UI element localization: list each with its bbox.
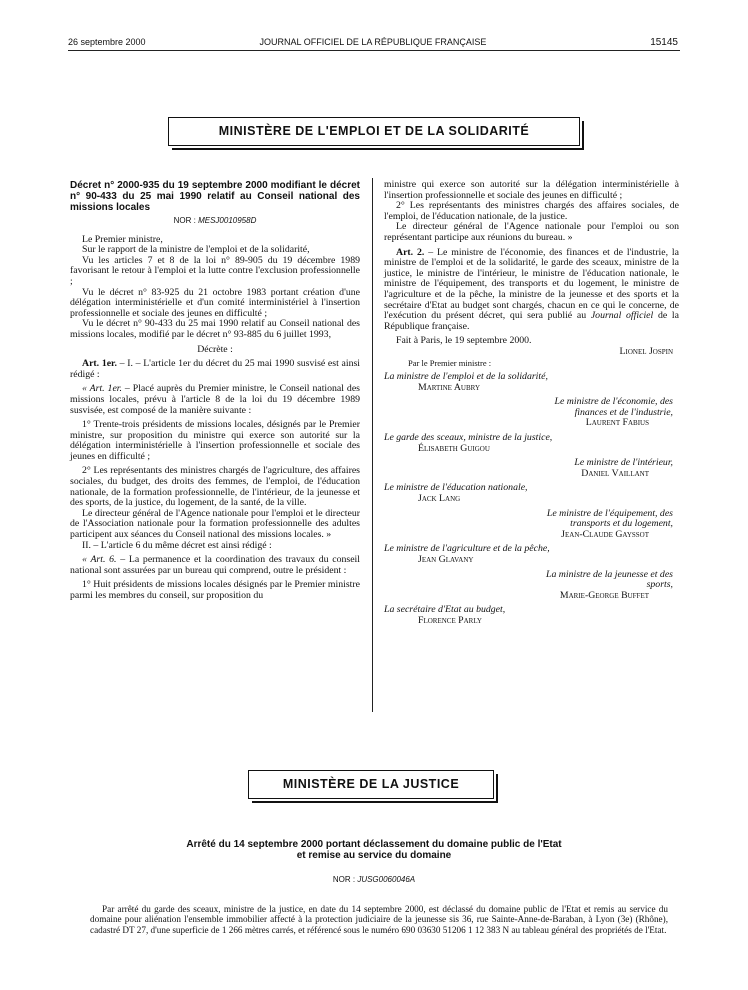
- signature-block: [384, 570, 679, 602]
- signature-block: [384, 544, 679, 565]
- signature-role: Le ministre de l'intérieur,: [574, 457, 673, 469]
- article-2-text: – Le ministre de l'économie, des finances et de l'industrie, la ministre de l'emploi et de la solidarité, le garde des sceaux, ministre de la justice, le ministre de l'intérieur, le ministre de l'éducation nationale, le ministre de l'équipement, des transports et du logement, le ministre de l'agriculture et de la pêche, la ministre de la jeunesse et des sports et la secrétaire d'Etat au budget sont chargés, chacun en ce qui le concerne, de l'exécution du présent décret, qui sera publié au: [384, 246, 679, 322]
- arrete-nor-label: NOR :: [332, 875, 356, 884]
- signature-name: Jack Lang: [418, 493, 461, 505]
- par-le-premier-ministre: Par le Premier ministre :: [408, 357, 492, 368]
- signature-role: Le ministre de l'éducation nationale,: [384, 482, 528, 494]
- article-1-item-1: 2° Les représentants des ministres chargés de l'agriculture, des affaires sociales, du budget, des droits des femmes, de l'emploi, de l'éducation nationale, de la formation professionnelle, de l'intérieur, de la jeunesse et des sports, de la justice, du logement, de la santé, de la ville.: [70, 465, 360, 509]
- decree-left-column: [70, 180, 360, 602]
- article-6-quote-label: « Art. 6.: [82, 554, 117, 566]
- arrete-nor: [100, 875, 648, 884]
- article-1-quote: [70, 384, 360, 416]
- signature-role: La secrétaire d'Etat au budget,: [384, 604, 506, 616]
- article-1: [70, 359, 360, 380]
- page-header: [68, 37, 678, 51]
- article-6-quote-text: – La permanence et la coordination des travaux du conseil national sont assurées par un bureau qui comprend, outre le président :: [70, 554, 360, 576]
- decree-visa-0: Le Premier ministre,: [82, 233, 163, 245]
- header-rule: [68, 50, 680, 51]
- article-1-item-3: II. – L'article 6 du même décret est ainsi rédigé :: [82, 539, 272, 551]
- arrete-title: [100, 839, 648, 861]
- right-para-2: Le directeur général de l'Agence nationale pour l'emploi ou son représentant participe aux réunions du bureau. »: [384, 221, 679, 243]
- decree-visa-3: Vu le décret n° 83-925 du 21 octobre 1983 portant création d'une délégation interministérielle et d'un comité interministériel à l'insertion professionnelle et sociale des jeunes en difficulté ;: [70, 286, 360, 319]
- decrete: Décrète :: [197, 343, 233, 355]
- signature-block: [384, 509, 679, 541]
- signature-role: Le ministre de l'agriculture et de la pêche,: [384, 543, 550, 555]
- nor-value: MESJ0010958D: [198, 216, 257, 225]
- signature-name: Jean Glavany: [418, 554, 474, 565]
- signature-pm: Lionel Jospin: [619, 345, 673, 357]
- signature-role: La ministre de l'emploi et de la solidarité,: [384, 371, 548, 383]
- header-page-number: 15145: [650, 37, 678, 48]
- decree-right-column: [384, 180, 679, 631]
- decree-visa-4: Vu le décret n° 90-433 du 25 mai 1990 relatif au Conseil national des missions locales, modifié par le décret n° 93-885 du 6 juillet 1993,: [70, 318, 360, 340]
- article-2-end: de la République française.: [384, 310, 679, 332]
- signature-role: Le ministre de l'économie, des finances et de l'industrie,: [554, 396, 673, 418]
- signature-name: Laurent Fabius: [585, 417, 649, 429]
- signature-block: [384, 397, 679, 429]
- signature-block: [384, 372, 679, 393]
- signature-role: Le garde des sceaux, ministre de la justice,: [384, 432, 553, 444]
- fait-a-paris: Fait à Paris, le 19 septembre 2000.: [396, 335, 532, 347]
- decree-title: Décret n° 2000-935 du 19 septembre 2000 modifiant le décret n° 90-433 du 25 mai 1990 relatif au Conseil national des missions locales: [70, 180, 360, 213]
- column-divider: [372, 178, 373, 712]
- ministry-box-justice-shadow: [252, 774, 498, 803]
- right-para-1: 2° Les représentants des ministres chargés des affaires sociales, de l'emploi, de l'éducation nationale, de la justice.: [384, 200, 679, 222]
- signature-name: Daniel Vaillant: [581, 467, 649, 479]
- article-6-item-1: 1° Huit présidents de missions locales désignés par le Premier ministre parmi les membres du conseil, sur proposition du: [70, 579, 360, 601]
- decree-nor: [70, 216, 360, 227]
- signature-name: Marie-George Buffet: [559, 589, 649, 601]
- decree-visa-2: Vu les articles 7 et 8 de la loi n° 89-905 du 19 décembre 1989 favorisant le retour à l'emploi et la lutte contre l'exclusion professionnelle ;: [70, 254, 360, 287]
- article-1-label: Art. 1er.: [82, 358, 117, 370]
- signature-name: Élisabeth Guigou: [418, 442, 490, 454]
- article-1-quote-label: « Art. 1er.: [82, 383, 122, 395]
- article-2-label: Art. 2.: [396, 246, 425, 258]
- arrete-title-line1: Arrêté du 14 septembre 2000 portant déclassement du domaine public de l'Etat: [186, 839, 562, 850]
- signature-block: [384, 458, 679, 479]
- signature-name: Martine Aubry: [418, 381, 480, 393]
- header-date: 26 septembre 2000: [68, 37, 146, 47]
- ministry-box-emploi-shadow: [172, 121, 584, 150]
- signature-name: Florence Parly: [418, 614, 482, 626]
- ministry-title-justice: MINISTÈRE DE LA JUSTICE: [282, 777, 460, 791]
- header-journal-title: JOURNAL OFFICIEL DE LA RÉPUBLIQUE FRANÇAISE: [259, 37, 487, 47]
- arrete-nor-value: JUSG0060046A: [357, 875, 416, 884]
- signature-role: Le ministre de l'équipement, des transports et du logement,: [546, 507, 673, 530]
- article-1-item-0: 1° Trente-trois présidents de missions locales, désignés par le Premier ministre, sur proposition du ministre qui exerce son autorité sur la délégation interministérielle à l'insertion professionnelle et sociale des jeunes en difficulté ;: [70, 419, 360, 462]
- signature-role: La ministre de la jeunesse et des sports,: [546, 568, 673, 591]
- nor-label: NOR :: [173, 216, 196, 225]
- article-1-item-2: Le directeur général de l'Agence nationale pour l'emploi et le directeur de l'Association nationale pour la formation professionnelle des adultes participent aux séances du Conseil national des missions locales. »: [70, 507, 360, 541]
- signature-name: Jean-Claude Gayssot: [561, 528, 649, 540]
- arrete-title-line2: et remise au service du domaine: [296, 850, 452, 861]
- article-2-journal: Journal officiel: [590, 310, 654, 322]
- right-para-0: ministre qui exerce son autorité sur la délégation interministérielle à l'insertion professionnelle et sociale des jeunes en difficulté ;: [384, 179, 679, 201]
- ministry-title-emploi: MINISTÈRE DE L'EMPLOI ET DE LA SOLIDARITÉ: [218, 124, 530, 138]
- article-1-text: – I. – L'article 1er du décret du 25 mai 1990 susvisé est ainsi rédigé :: [70, 358, 360, 380]
- arrete-text: Par arrêté du garde des sceaux, ministre de la justice, en date du 14 septembre 2000, est déclassé du domaine public de l'Etat et remis au service du domaine pour aliénation l'ensemble immobilier affecté à la protection judiciaire de la jeunesse sis 36, rue Sainte-Anne-de-Baraban, à Lyon (3e) (Rhône), cadastré DT 27, d'une superficie de 1 266 mètres carrés, et référencé sous le numéro 690 03630 51206 1 12 383 N au tableau général des propriétés de l'Etat.: [90, 904, 668, 935]
- article-1-quote-text: – Placé auprès du Premier ministre, le Conseil national des missions locales, prévu à l'article 8 de la loi du 19 décembre 1989 susvisée, est composé de la manière suivante :: [70, 383, 360, 416]
- signature-block: [384, 605, 679, 626]
- signature-list: [384, 372, 679, 626]
- article-2: [384, 248, 679, 333]
- signature-block: [384, 433, 679, 454]
- decree-visa-1: Sur le rapport de la ministre de l'emploi et de la solidarité,: [82, 244, 310, 256]
- signature-block: [384, 483, 679, 504]
- article-6-quote: [70, 555, 360, 576]
